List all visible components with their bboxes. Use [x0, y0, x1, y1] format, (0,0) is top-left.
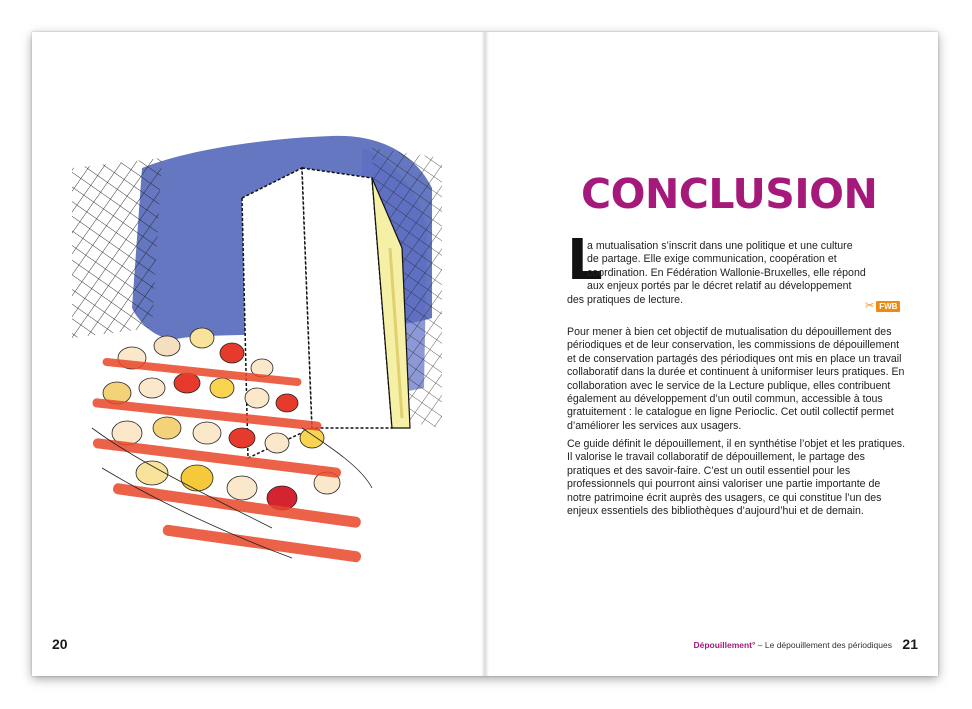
- lead-line: de partage. Elle exige communication, coopération et: [587, 253, 837, 266]
- page-number-left: 20: [52, 636, 68, 652]
- lead-line: coordination. En Fédération Wallonie-Bruxelles, elle répond: [587, 266, 866, 279]
- lead-line: aux enjeux portés par le décret relatif au développement: [587, 280, 852, 293]
- fwb-label: FWB: [876, 301, 900, 312]
- book-spread: [32, 32, 938, 676]
- fwb-badge: [865, 300, 907, 312]
- page-title: CONCLUSION: [581, 170, 878, 218]
- page-number-right: 21: [902, 636, 918, 652]
- body-paragraph: Pour mener à bien cet objectif de mutualisation du dépouillement des périodiques et de leur conservation, les commissions de dépouillement et de conservation partagés des périodiques ont mis en place un travail collaboratif dans la durée et continuent à uniformiser leurs pratiques. En collaboration avec le service de la Lecture publique, elles contribuent également au développement d’un outil commun, accessible à tous gratuitement : le catalogue en ligne Perioclic. Cet outil collectif permet d’améliorer les services aux usagers.: [567, 326, 905, 432]
- right-page: [485, 32, 938, 676]
- footer-brand: Dépouillement°: [693, 640, 756, 650]
- tools-icon: ✂: [865, 300, 875, 312]
- footer-text: – Le dépouillement des périodiques: [755, 640, 892, 650]
- running-footer: [693, 640, 892, 650]
- lead-line: a mutualisation s’inscrit dans une politique et une culture: [587, 240, 853, 252]
- body-paragraph: Ce guide définit le dépouillement, il en synthétise l’objet et les pratiques. Il valorise le travail collaboratif de dépouillement, le partage des pratiques et des savoir-faire. C’est un outil essentiel pour les professionnels qui pourront ainsi valoriser une partie importante de notre patrimoine écrit auprès des usagers, ce qui constitue l’un des enjeux essentiels des bibliothèques d’aujourd’hui et de demain.: [567, 438, 906, 518]
- left-page: [32, 32, 485, 676]
- lead-line: des pratiques de lecture.: [567, 293, 684, 306]
- drop-cap: L: [567, 228, 603, 293]
- lead-paragraph: [567, 240, 907, 307]
- audience-book-illustration: [72, 128, 472, 568]
